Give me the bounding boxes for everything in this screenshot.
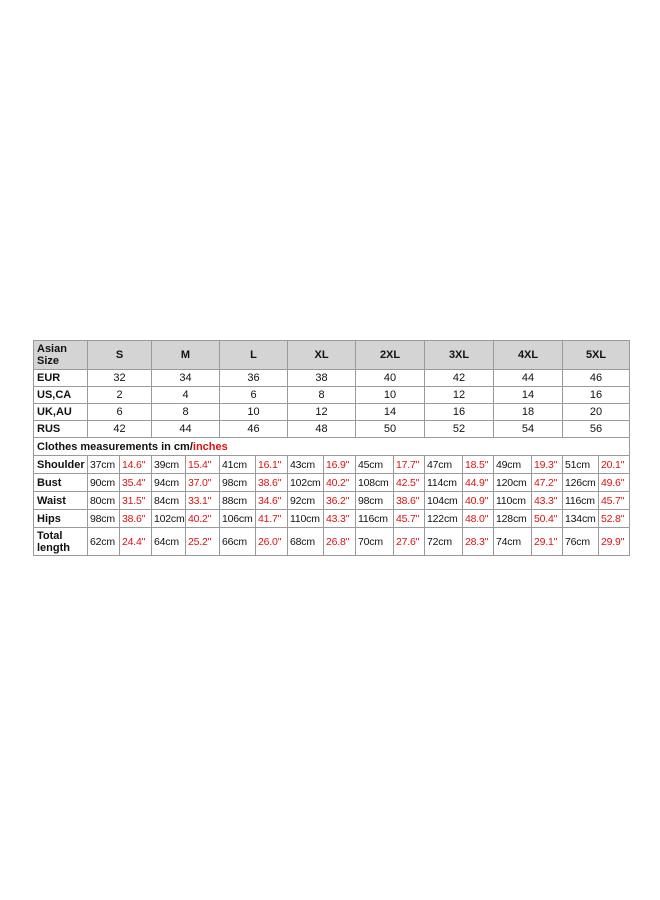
size-header: 2XL [356,341,425,370]
cm-value: 84cm [152,492,186,510]
cm-value: 116cm [563,492,599,510]
inch-value: 48.0'' [463,510,494,528]
inch-value: 27.6'' [394,528,425,556]
inch-value: 50.4'' [532,510,563,528]
inch-value: 40.2'' [324,474,356,492]
cm-value: 102cm [288,474,324,492]
size-header: L [220,341,288,370]
cm-value: 51cm [563,456,599,474]
inch-value: 26.8'' [324,528,356,556]
conversion-value: 8 [152,404,220,421]
size-header: 3XL [425,341,494,370]
size-header: 5XL [563,341,630,370]
row-label: US,CA [34,387,88,404]
conversion-value: 12 [425,387,494,404]
inch-value: 36.2'' [324,492,356,510]
conversion-value: 2 [88,387,152,404]
cm-value: 74cm [494,528,532,556]
cm-value: 43cm [288,456,324,474]
asian-size-label: Asian Size [34,341,88,370]
conversion-value: 42 [425,370,494,387]
inch-value: 24.4'' [120,528,152,556]
conversion-row [34,370,630,387]
row-label: Total length [34,528,88,556]
conversion-value: 36 [220,370,288,387]
cm-value: 106cm [220,510,256,528]
cm-value: 49cm [494,456,532,474]
inch-value: 37.0'' [186,474,220,492]
inch-value: 19.3'' [532,456,563,474]
inch-value: 42.5'' [394,474,425,492]
cm-value: 120cm [494,474,532,492]
conversion-value: 48 [288,421,356,438]
cm-value: 102cm [152,510,186,528]
conversion-value: 10 [220,404,288,421]
section-title-inches: inches [192,440,228,453]
conversion-value: 56 [563,421,630,438]
cm-value: 126cm [563,474,599,492]
inch-value: 16.9'' [324,456,356,474]
conversion-value: 16 [563,387,630,404]
cm-value: 110cm [288,510,324,528]
inch-value: 38.6'' [394,492,425,510]
header-row [34,341,630,370]
cm-value: 72cm [425,528,463,556]
inch-value: 40.9'' [463,492,494,510]
cm-value: 98cm [88,510,120,528]
measurement-row [34,510,630,528]
conversion-value: 38 [288,370,356,387]
inch-value: 20.1'' [599,456,630,474]
conversion-value: 14 [356,404,425,421]
cm-value: 45cm [356,456,394,474]
inch-value: 49.6'' [599,474,630,492]
row-label: Hips [34,510,88,528]
conversion-value: 44 [494,370,563,387]
inch-value: 16.1'' [256,456,288,474]
inch-value: 29.1'' [532,528,563,556]
conversion-value: 46 [563,370,630,387]
inch-value: 29.9'' [599,528,630,556]
cm-value: 116cm [356,510,394,528]
cm-value: 41cm [220,456,256,474]
inch-value: 26.0'' [256,528,288,556]
inch-value: 31.5'' [120,492,152,510]
conversion-row [34,404,630,421]
cm-value: 128cm [494,510,532,528]
conversion-value: 42 [88,421,152,438]
conversion-row [34,387,630,404]
cm-value: 90cm [88,474,120,492]
cm-value: 68cm [288,528,324,556]
inch-value: 35.4'' [120,474,152,492]
inch-value: 40.2'' [186,510,220,528]
conversion-value: 6 [88,404,152,421]
inch-value: 52.8'' [599,510,630,528]
conversion-value: 14 [494,387,563,404]
conversion-value: 34 [152,370,220,387]
conversion-value: 4 [152,387,220,404]
inch-value: 34.6'' [256,492,288,510]
conversion-value: 50 [356,421,425,438]
conversion-value: 40 [356,370,425,387]
cm-value: 70cm [356,528,394,556]
inch-value: 43.3'' [324,510,356,528]
row-label: UK,AU [34,404,88,421]
measurement-row [34,474,630,492]
size-header: S [88,341,152,370]
cm-value: 98cm [356,492,394,510]
cm-value: 94cm [152,474,186,492]
conversion-value: 18 [494,404,563,421]
inch-value: 28.3'' [463,528,494,556]
inch-value: 45.7'' [599,492,630,510]
cm-value: 104cm [425,492,463,510]
cm-value: 122cm [425,510,463,528]
conversion-row [34,421,630,438]
size-header: XL [288,341,356,370]
inch-value: 33.1'' [186,492,220,510]
conversion-value: 32 [88,370,152,387]
section-row [34,438,630,456]
size-header: 4XL [494,341,563,370]
conversion-value: 12 [288,404,356,421]
inch-value: 47.2'' [532,474,563,492]
row-label: Waist [34,492,88,510]
inch-value: 38.6'' [120,510,152,528]
conversion-value: 16 [425,404,494,421]
cm-value: 114cm [425,474,463,492]
inch-value: 38.6'' [256,474,288,492]
row-label: EUR [34,370,88,387]
conversion-value: 8 [288,387,356,404]
inch-value: 43.3'' [532,492,563,510]
cm-value: 64cm [152,528,186,556]
cm-value: 88cm [220,492,256,510]
conversion-value: 46 [220,421,288,438]
inch-value: 25.2'' [186,528,220,556]
inch-value: 44.9'' [463,474,494,492]
cm-value: 47cm [425,456,463,474]
row-label: Shoulder [34,456,88,474]
size-header: M [152,341,220,370]
cm-value: 80cm [88,492,120,510]
cm-value: 62cm [88,528,120,556]
cm-value: 39cm [152,456,186,474]
cm-value: 108cm [356,474,394,492]
conversion-value: 6 [220,387,288,404]
cm-value: 66cm [220,528,256,556]
conversion-value: 44 [152,421,220,438]
cm-value: 134cm [563,510,599,528]
inch-value: 18.5'' [463,456,494,474]
row-label: Bust [34,474,88,492]
cm-value: 98cm [220,474,256,492]
cm-value: 76cm [563,528,599,556]
inch-value: 45.7'' [394,510,425,528]
conversion-value: 10 [356,387,425,404]
inch-value: 14.6'' [120,456,152,474]
inch-value: 41.7'' [256,510,288,528]
measurement-row [34,456,630,474]
conversion-value: 20 [563,404,630,421]
conversion-value: 52 [425,421,494,438]
row-label: RUS [34,421,88,438]
section-title-prefix: Clothes measurements in cm/ [37,440,193,453]
cm-value: 110cm [494,492,532,510]
cm-value: 37cm [88,456,120,474]
measurement-row [34,492,630,510]
section-title [34,438,630,456]
measurement-row [34,528,630,556]
inch-value: 17.7'' [394,456,425,474]
conversion-value: 54 [494,421,563,438]
cm-value: 92cm [288,492,324,510]
inch-value: 15.4'' [186,456,220,474]
size-chart-table [33,340,630,556]
